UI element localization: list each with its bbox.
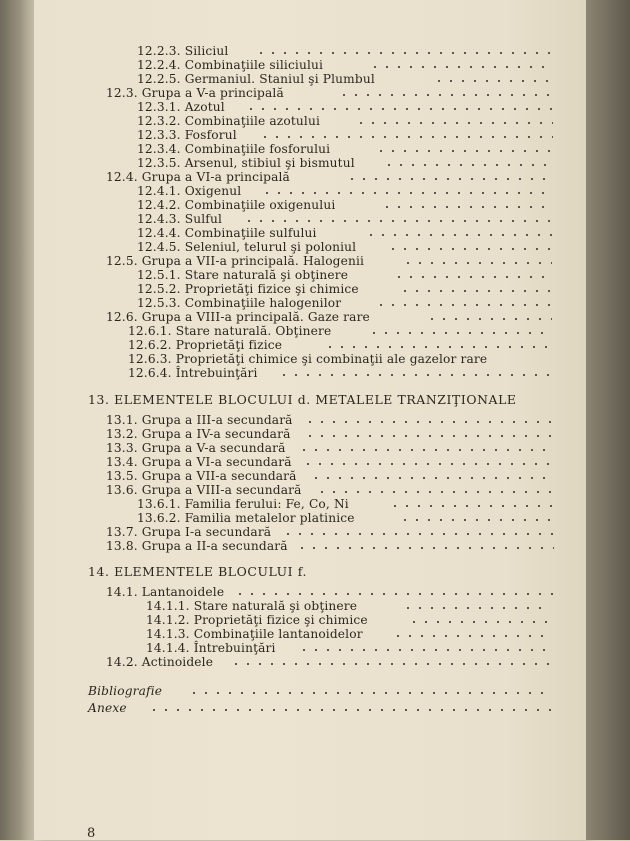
toc-entry-14-2 — [106, 655, 213, 669]
leader-dots — [304, 416, 554, 426]
leader-dots — [355, 117, 553, 127]
toc-label: Bibliografie — [88, 684, 163, 698]
toc-entry-12-6 — [106, 310, 370, 324]
toc-number: 14.1.2. — [146, 613, 190, 627]
toc-number: 12.3.3. — [137, 128, 181, 142]
toc-entry-12-4-4 — [137, 226, 317, 240]
toc-label: Combinaţiile lantanoidelor — [193, 627, 363, 641]
toc-entry-12-6-1 — [128, 324, 331, 338]
toc-number: 13.8. — [106, 539, 138, 553]
toc-label: Lantanoidele — [141, 585, 225, 599]
toc-number: 13. — [88, 392, 110, 407]
leader-dots — [324, 341, 553, 351]
toc-number: 14.1.4. — [146, 641, 190, 655]
toc-entry-13-4 — [106, 455, 292, 469]
leader-dots — [302, 458, 554, 468]
toc-entry-14-1 — [106, 585, 224, 599]
leader-dots — [255, 47, 553, 57]
toc-number: 13.3. — [106, 441, 138, 455]
toc-label: Siliciul — [184, 44, 229, 58]
toc-entry-13-7 — [106, 525, 271, 539]
toc-entry-13-3 — [106, 441, 286, 455]
toc-label: Actinoidele — [141, 655, 214, 669]
toc-number: 12.3.4. — [137, 142, 181, 156]
toc-label: Proprietăţi fizice şi chimice — [184, 282, 359, 296]
toc-entry-12-6-2 — [128, 338, 282, 352]
toc-number: 12.5.3. — [137, 296, 181, 310]
toc-entry-12-2-3 — [137, 44, 228, 58]
toc-label: Întrebuinţări — [193, 641, 276, 655]
toc-entry-12-3-5 — [137, 156, 355, 170]
toc-label: Arsenul, stibiul şi bismutul — [184, 156, 355, 170]
toc-number: 12.6.2. — [128, 338, 172, 352]
toc-number: 13.5. — [106, 469, 138, 483]
toc-entry-12-3 — [106, 86, 284, 100]
toc-label: Grupa a II-a secundară — [141, 539, 288, 553]
toc-label: Sulful — [184, 212, 222, 226]
toc-number: 12.2.4. — [137, 58, 181, 72]
leader-dots — [316, 486, 554, 496]
leader-dots — [245, 103, 553, 113]
leader-dots — [402, 602, 550, 612]
toc-label: ELEMENTELE BLOCULUI f. — [114, 564, 307, 579]
leader-dots — [243, 215, 553, 225]
toc-entry-12-6-4 — [128, 366, 258, 380]
leader-dots — [338, 89, 552, 99]
book-edge — [586, 0, 630, 840]
toc-entry-12-2-4 — [137, 58, 323, 72]
toc-label: Proprietăţi fizice şi chimice — [193, 613, 368, 627]
toc-number: 12.6.4. — [128, 366, 172, 380]
toc-number: 12.6.3. — [128, 352, 172, 366]
leader-dots — [381, 201, 553, 211]
toc-label: Proprietăţi fizice — [175, 338, 283, 352]
toc-number: 12.4.5. — [137, 240, 181, 254]
toc-entry-12-4-2 — [137, 198, 335, 212]
toc-number: 12.4.3. — [137, 212, 181, 226]
toc-number: 12.6. — [106, 310, 138, 324]
toc-entry-12-3-1 — [137, 100, 225, 114]
toc-label: Grupa a III-a secundară — [141, 413, 293, 427]
toc-entry-13-6-2 — [137, 511, 355, 525]
toc-entry-14-1-2 — [146, 613, 368, 627]
toc-label: Grupa a VII-a secundară — [141, 469, 297, 483]
toc-number: 12.4.1. — [137, 184, 181, 198]
leader-dots — [399, 285, 553, 295]
leader-dots — [298, 644, 550, 654]
leader-dots — [259, 131, 553, 141]
toc-label: Fosforul — [184, 128, 237, 142]
toc-label: Stare naturală. Obţinere — [175, 324, 332, 338]
toc-number: 12.5. — [106, 254, 138, 268]
toc-label: Grupa a V-a secundară — [141, 441, 286, 455]
toc-entry-14-1-3 — [146, 627, 363, 641]
leader-dots — [304, 430, 554, 440]
toc-label: Oxigenul — [184, 184, 242, 198]
leader-dots — [433, 75, 553, 85]
toc-entry-12-5-3 — [137, 296, 341, 310]
toc-number: 13.7. — [106, 525, 138, 539]
leader-dots — [387, 243, 553, 253]
leader-dots — [346, 173, 552, 183]
toc-label: Grupa I-a secundară — [141, 525, 272, 539]
toc-entry-12-6-3 — [128, 352, 487, 366]
toc-label: Grupa a VI-a secundară — [141, 455, 292, 469]
toc-number: 12.5.2. — [137, 282, 181, 296]
toc-label: Combinaţiile azotului — [184, 114, 321, 128]
toc-number: 14.1.3. — [146, 627, 190, 641]
toc-number: 13.6.1. — [137, 497, 181, 511]
toc-entry-12-4-5 — [137, 240, 356, 254]
toc-entry-12-3-4 — [137, 142, 330, 156]
toc-label: Anexe — [88, 701, 127, 715]
leader-dots — [296, 542, 554, 552]
toc-label: Stare naturală şi obţinere — [184, 268, 349, 282]
toc-label: Combinaţiile halogenilor — [184, 296, 342, 310]
toc-entry-13-5 — [106, 469, 297, 483]
leader-dots — [369, 61, 553, 71]
toc-number: 13.6.2. — [137, 511, 181, 525]
toc-number: 13.2. — [106, 427, 138, 441]
toc-bibliography — [88, 684, 162, 698]
leader-dots — [368, 327, 553, 337]
toc-number: 12.3.1. — [137, 100, 181, 114]
toc-number: 14.1. — [106, 585, 138, 599]
toc-label: Stare naturală şi obţinere — [193, 599, 358, 613]
toc-number: 13.4. — [106, 455, 138, 469]
leader-dots — [389, 500, 555, 510]
leader-dots — [392, 630, 550, 640]
toc-label: Grupa a VIII-a principală. Gaze rare — [141, 310, 370, 324]
toc-label: Germaniul. Staniul şi Plumbul — [184, 72, 375, 86]
toc-number: 13.6. — [106, 483, 138, 497]
toc-entry-12-3-3 — [137, 128, 237, 142]
leader-dots — [402, 257, 552, 267]
toc-label: Combinaţiile oxigenului — [184, 198, 336, 212]
toc-label: Grupa a VIII-a secundară — [141, 483, 302, 497]
toc-number: 12.4.2. — [137, 198, 181, 212]
leader-dots — [399, 514, 555, 524]
page-number: 8 — [87, 826, 96, 841]
toc-label: ELEMENTELE BLOCULUI d. METALELE TRANZIŢIONALE — [114, 392, 517, 407]
toc-label: Întrebuinţări — [175, 366, 258, 380]
leader-dots — [282, 528, 554, 538]
leader-dots — [278, 369, 553, 379]
toc-label: Grupa a IV-a secundară — [141, 427, 291, 441]
toc-label: Proprietăţi chimice şi combinaţii ale gazelor rare — [175, 352, 488, 366]
leader-dots — [408, 616, 550, 626]
toc-number: 12.3.2. — [137, 114, 181, 128]
toc-entry-14-1-1 — [146, 599, 357, 613]
toc-label: Azotul — [184, 100, 225, 114]
book-gutter — [0, 0, 34, 840]
toc-label: Combinaţiile sulfului — [184, 226, 317, 240]
toc-appendix — [88, 701, 127, 715]
toc-label: Familia metalelor platinice — [184, 511, 355, 525]
toc-number: 12.4. — [106, 170, 138, 184]
toc-label: Familia ferului: Fe, Co, Ni — [184, 497, 349, 511]
toc-chapter-14 — [88, 565, 307, 579]
leader-dots — [393, 271, 553, 281]
toc-number: 12.4.4. — [137, 226, 181, 240]
toc-chapter-13 — [88, 393, 517, 407]
leader-dots — [426, 313, 552, 323]
toc-entry-13-2 — [106, 427, 291, 441]
leader-dots — [365, 229, 553, 239]
toc-number: 14. — [88, 564, 110, 579]
toc-number: 12.2.5. — [137, 72, 181, 86]
toc-number: 14.1.1. — [146, 599, 190, 613]
leader-dots — [188, 687, 552, 697]
leader-dots — [261, 187, 553, 197]
toc-entry-13-8 — [106, 539, 288, 553]
toc-number: 12.3. — [106, 86, 138, 100]
toc-entry-12-5 — [106, 254, 364, 268]
leader-dots — [375, 145, 553, 155]
toc-label: Seleniul, telurul şi poloniul — [184, 240, 357, 254]
toc-number: 12.3.5. — [137, 156, 181, 170]
toc-number: 14.2. — [106, 655, 138, 669]
leader-dots — [148, 704, 552, 714]
toc-number: 12.5.1. — [137, 268, 181, 282]
leader-dots — [383, 159, 553, 169]
toc-entry-12-5-1 — [137, 268, 348, 282]
toc-entry-12-5-2 — [137, 282, 359, 296]
leader-dots — [298, 444, 554, 454]
leader-dots — [230, 658, 558, 668]
toc-entry-12-4-1 — [137, 184, 241, 198]
toc-entry-14-1-4 — [146, 641, 276, 655]
toc-number: 13.1. — [106, 413, 138, 427]
toc-entry-13-6 — [106, 483, 302, 497]
toc-entry-12-2-5 — [137, 72, 375, 86]
toc-label: Combinaţiile fosforului — [184, 142, 331, 156]
toc-number: 12.6.1. — [128, 324, 172, 338]
toc-number: 12.2.3. — [137, 44, 181, 58]
toc-entry-12-3-2 — [137, 114, 320, 128]
leader-dots — [375, 299, 553, 309]
toc-label: Grupa a VI-a principală — [141, 170, 290, 184]
toc-label: Grupa a V-a principală — [141, 86, 284, 100]
toc-entry-13-6-1 — [137, 497, 349, 511]
toc-entry-13-1 — [106, 413, 293, 427]
toc-entry-12-4 — [106, 170, 290, 184]
toc-entry-12-4-3 — [137, 212, 222, 226]
leader-dots — [234, 588, 558, 598]
toc-label: Grupa a VII-a principală. Halogenii — [141, 254, 365, 268]
leader-dots — [310, 472, 554, 482]
toc-label: Combinaţiile siliciului — [184, 58, 324, 72]
